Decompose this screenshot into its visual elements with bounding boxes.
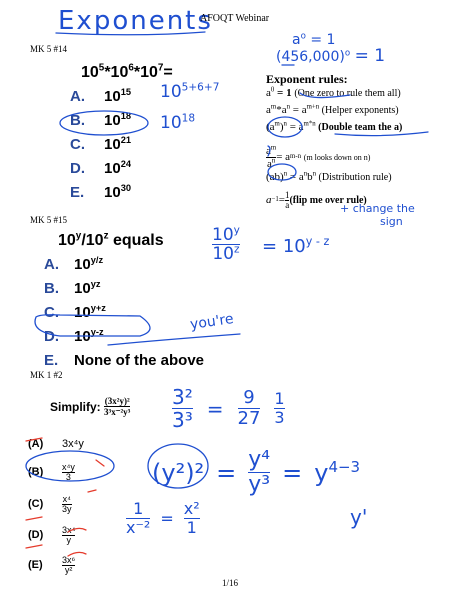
rule-zero: $a^0 = 1$ (One zero to rule them all) bbox=[266, 86, 401, 99]
q3-options bbox=[28, 432, 84, 580]
webinar-title: AFOQT Webinar bbox=[200, 13, 270, 24]
q3-work-row2: (y²)² = $\frac{\text{y⁴}}{\text{y³}}$ = $y^{4-3}$ bbox=[152, 447, 361, 497]
q1-option-a[interactable]: A. $10^{15}$ bbox=[70, 87, 132, 105]
q1-option-b[interactable]: B. $10^{18}$ bbox=[70, 111, 132, 129]
q3-simplify: Simplify: $\frac{\text{(3x²y)²}}{\text{3³x⁻²y³}}$ bbox=[50, 396, 131, 417]
q1-option-d[interactable]: D. $10^{24}$ bbox=[70, 159, 132, 177]
q2-work-result: = 10$^{y - z}$ bbox=[262, 235, 330, 257]
rule-quotient: $\frac{a^m}{a^n}$ = a m-n (m looks down on n) bbox=[266, 143, 371, 170]
hand-change-sign-1: + change the bbox=[340, 202, 415, 215]
q2-work-fraction: $\frac{10^y}{10^z}$ bbox=[212, 224, 240, 264]
q1-stem: $10^5*10^6*10^7=$ bbox=[81, 62, 173, 81]
rules-title: Exponent rules: bbox=[266, 72, 348, 86]
q1-option-e[interactable]: E. $10^{30}$ bbox=[70, 183, 132, 201]
rule-negative: a −1 = $\frac{1}{a}$ (flip me over rule) bbox=[266, 189, 367, 210]
q2-option-d[interactable]: D. 10$^{y-z}$ bbox=[44, 327, 104, 345]
q1-work-sum: $10^{5+6+7}$ bbox=[160, 81, 220, 102]
q3-option-c[interactable]: (C) $\frac{\text{x⁴}}{3y}$ bbox=[28, 493, 72, 514]
q1-tag: MK 5 #14 bbox=[30, 44, 68, 54]
q3-work-row1: $\frac{\text{3²}}{\text{3³}}$ = $\frac{9}{27}$ $\frac{1}{3}$ bbox=[172, 385, 285, 432]
hand-zero-rule: $a^o = 1$ bbox=[292, 31, 336, 48]
q2-tag: MK 5 #15 bbox=[30, 215, 68, 225]
q1-work-result: $10^{18}$ bbox=[160, 112, 196, 133]
q1-option-c[interactable]: C. $10^{21}$ bbox=[70, 135, 132, 153]
q1-options bbox=[70, 88, 131, 208]
q3-work-row3: $\frac{1}{\text{x⁻²}}$ = $\frac{\text{x²}}{1}$ bbox=[126, 499, 200, 537]
q3-work-yprime: y' bbox=[350, 505, 368, 529]
q3-option-d[interactable]: (D) $\frac{\text{3x⁴}}{y}$ bbox=[28, 524, 76, 545]
q3-option-e[interactable]: (E) $\frac{\text{3x⁶}}{\text{y²}}$ bbox=[28, 554, 76, 575]
page-number: 1/16 bbox=[222, 578, 239, 588]
q2-option-a[interactable]: A. $10^{y/z}$ bbox=[44, 255, 104, 273]
hand-zero-example: $(456,000)^o = 1$ bbox=[276, 46, 386, 66]
q2-options bbox=[44, 256, 204, 376]
exponent-rules bbox=[266, 72, 402, 210]
q3-option-b[interactable]: (B) $\frac{\text{x⁴y}}{3}$ bbox=[28, 461, 75, 482]
q2-strike-annotation: you're bbox=[189, 311, 235, 333]
q2-option-b[interactable]: B. $10^{yz}$ bbox=[44, 279, 101, 297]
q2-option-c[interactable]: C. $10^{y+z}$ bbox=[44, 303, 106, 321]
handwritten-title: Exponents bbox=[58, 6, 213, 36]
q2-stem: 10$^y$/10$^z$ equals bbox=[58, 230, 164, 249]
rule-distribution: $(ab)^n = a^nb^n$ (Distribution rule) bbox=[266, 170, 392, 183]
q3-tag: MK 1 #2 bbox=[30, 370, 63, 380]
rule-product: $a^m*a^n = a^{m+n}$ (Helper exponents) bbox=[266, 103, 399, 116]
q3-option-a[interactable]: (A) 3x⁴y bbox=[28, 438, 84, 450]
q2-option-e[interactable]: E. None of the above bbox=[44, 352, 205, 369]
hand-change-sign-2: sign bbox=[380, 215, 403, 228]
rule-power: $(a^m)^n = a^{m*n}$ (Double team the a) bbox=[266, 120, 403, 133]
